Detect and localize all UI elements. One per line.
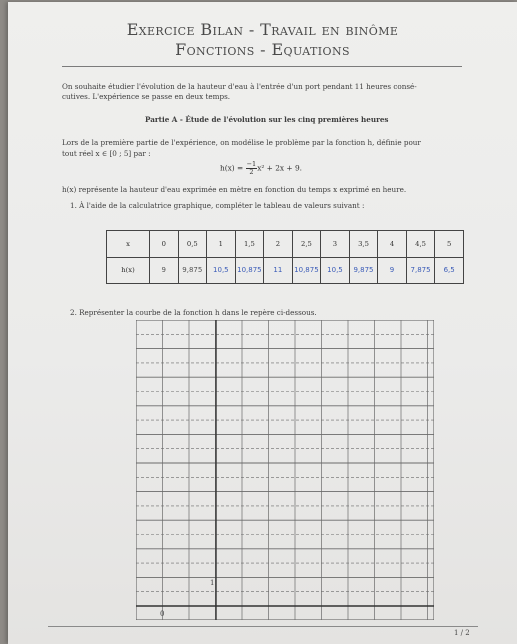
title-line-2: Fonctions - Equations <box>175 40 350 59</box>
h-cell[interactable]: 9,875 <box>178 257 207 284</box>
question-2: 2. Représenter la courbe de la fonction h dans le repère ci-dessous. <box>70 308 317 317</box>
x-cell: 3 <box>321 231 350 258</box>
h-cell[interactable]: 6,5 <box>435 257 464 284</box>
x-cell: 3,5 <box>349 231 378 258</box>
intro-line-1: On souhaite étudier l'évolution de la hauteur d'eau à l'entrée d'un port pendant 11 heures consé- <box>62 82 417 91</box>
grid-vertical-lines <box>163 320 428 620</box>
h-cell[interactable]: 9 <box>378 257 407 284</box>
x-cell: 0 <box>150 231 179 258</box>
title-line-1: Exercice Bilan - Travail en binôme <box>126 20 399 39</box>
x-cell: 2,5 <box>292 231 321 258</box>
graph-grid[interactable] <box>136 320 434 620</box>
y-axis-tick-label: 1 <box>210 579 215 587</box>
h-cell[interactable]: 10,5 <box>321 257 350 284</box>
formula-numerator: −1 <box>246 160 257 168</box>
h-cell[interactable]: 9,875 <box>349 257 378 284</box>
formula-denominator: 2 <box>249 168 254 176</box>
values-table <box>106 230 464 284</box>
h-cell[interactable]: 7,875 <box>406 257 435 284</box>
x-cell: 2 <box>264 231 293 258</box>
intro-line-2: cutives. L'expérience se passe en deux temps. <box>62 92 231 101</box>
x-cell: 1 <box>207 231 236 258</box>
part-a-heading: Partie A - Étude de l'évolution sur les cinq premières heures <box>145 115 389 124</box>
part-a-line-2: tout réel x ∈ [0 ; 5] par : <box>62 149 151 158</box>
formula-rhs: x² + 2x + 9. <box>257 163 303 173</box>
h-cell[interactable]: 10,875 <box>292 257 321 284</box>
h-cell[interactable]: 11 <box>264 257 293 284</box>
table-row-x <box>107 231 464 258</box>
h-cell[interactable]: 9 <box>150 257 179 284</box>
h-header-cell: h(x) <box>107 257 150 284</box>
grid-border <box>136 320 434 620</box>
title-divider <box>62 66 462 67</box>
page-number: 1 / 2 <box>454 629 470 637</box>
function-description: h(x) représente la hauteur d'eau exprimée en mètre en fonction du temps x exprimé en heure. <box>62 185 407 194</box>
worksheet-page <box>8 2 517 644</box>
formula-lhs: h(x) = <box>220 163 246 173</box>
x-cell: 1,5 <box>235 231 264 258</box>
x-header-cell: x <box>107 231 150 258</box>
function-formula <box>220 161 302 176</box>
footer-divider <box>48 626 478 627</box>
formula-fraction <box>246 161 258 176</box>
x-cell: 5 <box>435 231 464 258</box>
h-cell[interactable]: 10,5 <box>207 257 236 284</box>
grid-horizontal-lines <box>136 334 434 606</box>
part-a-line-1: Lors de la première partie de l'expérience, on modélise le problème par la fonction h, définie pour <box>62 138 421 147</box>
table-row-h <box>107 257 464 284</box>
x-cell: 4 <box>378 231 407 258</box>
question-1: 1. À l'aide de la calculatrice graphique, compléter le tableau de valeurs suivant : <box>70 201 365 210</box>
h-cell[interactable]: 10,875 <box>235 257 264 284</box>
origin-label: 0 <box>160 610 165 618</box>
x-cell: 0,5 <box>178 231 207 258</box>
x-cell: 4,5 <box>406 231 435 258</box>
